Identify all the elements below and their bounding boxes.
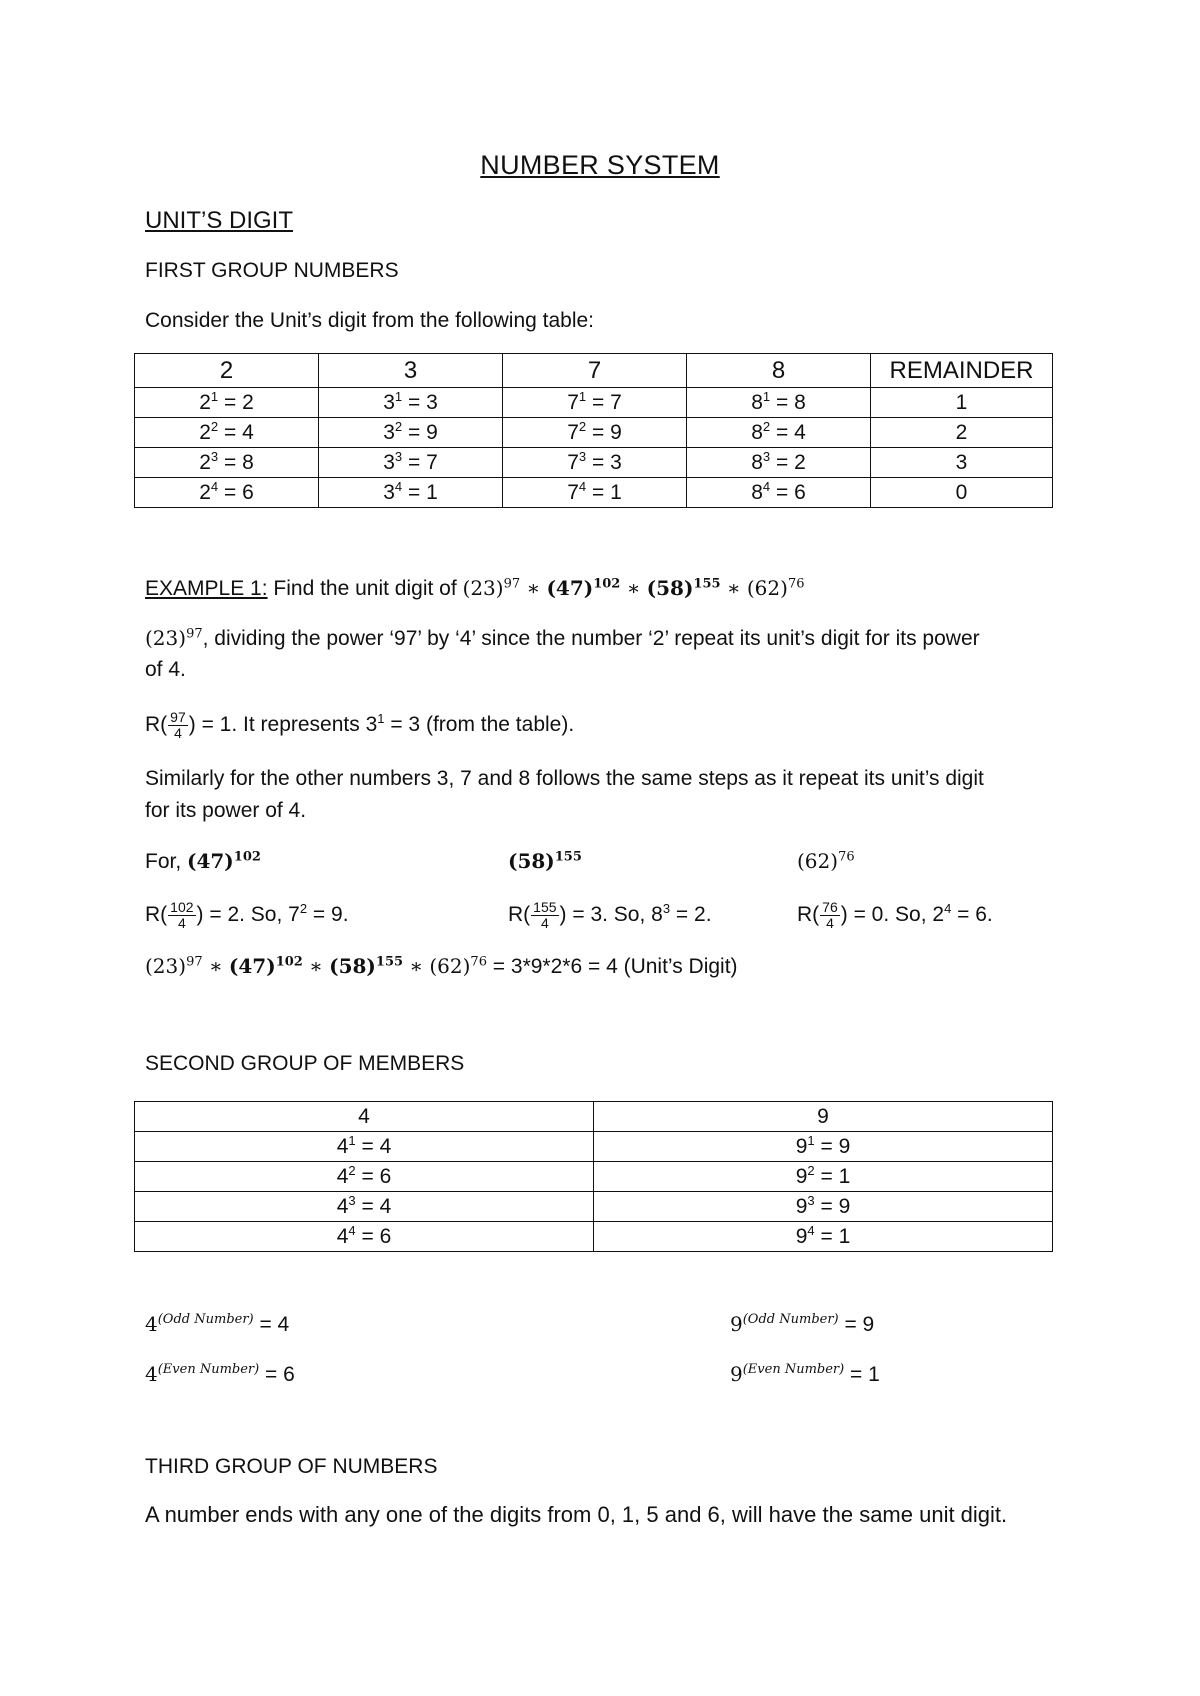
example1-label: EXAMPLE 1: xyxy=(145,577,268,600)
power-cell: $3^4 = 1$ xyxy=(319,478,503,508)
operator: ∗ xyxy=(520,576,547,600)
remainder-cell: 1 xyxy=(871,388,1053,418)
power-cell: $9^1 = 9$ xyxy=(594,1132,1053,1162)
r1-tail: = 3 (from the table). xyxy=(384,713,575,737)
remainder-cell: 0 xyxy=(871,478,1053,508)
operator: ∗ xyxy=(620,576,647,600)
power-cell: $9^4 = 1$ xyxy=(594,1222,1053,1252)
remainder-cell: 2 xyxy=(871,418,1053,448)
term-62: $(62)^{76}$ xyxy=(746,576,805,600)
step1-line xyxy=(145,625,980,652)
power-cell: $2^4 = 6$ xyxy=(135,478,319,508)
table-header-row xyxy=(135,1102,1053,1132)
term-23: $(23)^{97}$ xyxy=(145,626,203,650)
power-cell: $2^1 = 2$ xyxy=(135,388,319,418)
second-group-heading: SECOND GROUP OF MEMBERS xyxy=(145,1052,465,1075)
power-cell: $8^1 = 8$ xyxy=(687,388,871,418)
step1-text: , dividing the power ‘97’ by ‘4’ since the number ‘2’ repeat its unit’s digit for its power xyxy=(202,627,980,650)
third-group-text: A number ends with any one of the digits from 0, 1, 5 and 6, will have the same unit digit. xyxy=(145,1502,1008,1527)
term-47: $(47)^{102}$ xyxy=(546,576,621,600)
remainder-cell: 3 xyxy=(871,448,1053,478)
step1-continuation: of 4. xyxy=(145,658,186,681)
power-cell: $4^4 = 6$ xyxy=(135,1222,594,1252)
second-group-table xyxy=(134,1101,1053,1252)
table-row xyxy=(135,478,1053,508)
result-text: = 3*9*2*6 = 4 (Unit’s Digit) xyxy=(486,955,738,978)
term-58-col: $(58)^{155}$ xyxy=(508,849,582,873)
rule-four-odd: $4^{(Odd Number)} = 4$ xyxy=(145,1312,290,1336)
table-header-row xyxy=(135,354,1053,388)
table-row xyxy=(135,388,1053,418)
header-cell: 9 xyxy=(594,1102,1053,1132)
section-heading: UNIT’S DIGIT xyxy=(145,207,293,234)
example1-line xyxy=(145,575,804,602)
result-line: $(23)^{97}$ ∗ $(47)^{102}$ ∗ $(58)^{155}$ ∗ $(62)^{76} = 3*9*2*6 = 4$ (Unit’s Digit) xyxy=(145,954,738,978)
term-62-col: $(62)^{76}$ xyxy=(797,849,855,873)
power-cell: $9^2 = 1$ xyxy=(594,1162,1053,1192)
remainder-line: R( $\frac{97}{4}$ ) = 1. It represents $3^1 = 3$ (from the table). xyxy=(145,709,575,741)
power-cell: $8^3 = 2$ xyxy=(687,448,871,478)
r1-text: ) = 1. It represents 3 xyxy=(188,713,378,737)
rule-four-even: $4^{(Even Number)} = 6$ xyxy=(145,1362,295,1386)
fraction-97-4: $\frac{97}{4}$ xyxy=(170,709,186,741)
power-cell: $8^2 = 4$ xyxy=(687,418,871,448)
example1-prompt: Find the unit digit of xyxy=(267,577,463,600)
header-cell: 4 xyxy=(135,1102,594,1132)
r-prefix: R( xyxy=(145,713,168,737)
table-row xyxy=(135,1222,1053,1252)
power-cell: $4^3 = 4$ xyxy=(135,1192,594,1222)
header-cell: 7 xyxy=(503,354,687,388)
rule-nine-odd: $9^{(Odd Number)} = 9$ xyxy=(730,1312,875,1336)
term-23: $(23)^{97}$ xyxy=(462,576,521,600)
table-row xyxy=(135,418,1053,448)
power-cell: $2^2 = 4$ xyxy=(135,418,319,448)
power-cell: $3^2 = 9$ xyxy=(319,418,503,448)
table-row xyxy=(135,1132,1053,1162)
power-cell: $7^2 = 9$ xyxy=(503,418,687,448)
table-row xyxy=(135,448,1053,478)
term-58: $(58)^{155}$ xyxy=(646,576,721,600)
similarly-line-1: Similarly for the other numbers 3, 7 and 8 follows the same steps as it repeat its unit’s digit xyxy=(145,767,984,790)
header-cell: 3 xyxy=(319,354,503,388)
power-cell: $8^4 = 6$ xyxy=(687,478,871,508)
remainder-62: R( $\frac{76}{4}$ ) = 0. So, $2^4 = 6$. xyxy=(797,899,993,931)
rule-nine-even: $9^{(Even Number)} = 1$ xyxy=(730,1362,880,1386)
third-group-heading: THIRD GROUP OF NUMBERS xyxy=(145,1455,438,1478)
header-cell: 8 xyxy=(687,354,871,388)
power-cell: $9^3 = 9$ xyxy=(594,1192,1053,1222)
power-cell: $7^1 = 7$ xyxy=(503,388,687,418)
power-cell: $7^3 = 3$ xyxy=(503,448,687,478)
power-cell: $3^3 = 7$ xyxy=(319,448,503,478)
header-cell: REMAINDER xyxy=(871,354,1053,388)
power-cell: $7^4 = 1$ xyxy=(503,478,687,508)
power-cell: $3^1 = 3$ xyxy=(319,388,503,418)
first-group-heading: FIRST GROUP NUMBERS xyxy=(145,259,399,282)
power-cell: $4^2 = 6$ xyxy=(135,1162,594,1192)
first-group-intro: Consider the Unit’s digit from the following table: xyxy=(145,309,595,332)
remainder-58: R( $\frac{155}{4}$ ) = 3. So, $8^3 = 2$. xyxy=(508,899,712,931)
for-47: For, $(47)^{102}$ xyxy=(145,849,261,873)
page-title: NUMBER SYSTEM xyxy=(480,150,720,180)
similarly-line-2: for its power of 4. xyxy=(145,799,307,822)
header-cell: 2 xyxy=(135,354,319,388)
remainder-47: R( $\frac{102}{4}$ ) = 2. So, $7^2 = 9$. xyxy=(145,899,349,931)
operator: ∗ xyxy=(720,576,747,600)
first-group-table xyxy=(134,353,1053,508)
power-cell: $2^3 = 8$ xyxy=(135,448,319,478)
table-row xyxy=(135,1192,1053,1222)
power-cell: $4^1 = 4$ xyxy=(135,1132,594,1162)
table-row xyxy=(135,1162,1053,1192)
